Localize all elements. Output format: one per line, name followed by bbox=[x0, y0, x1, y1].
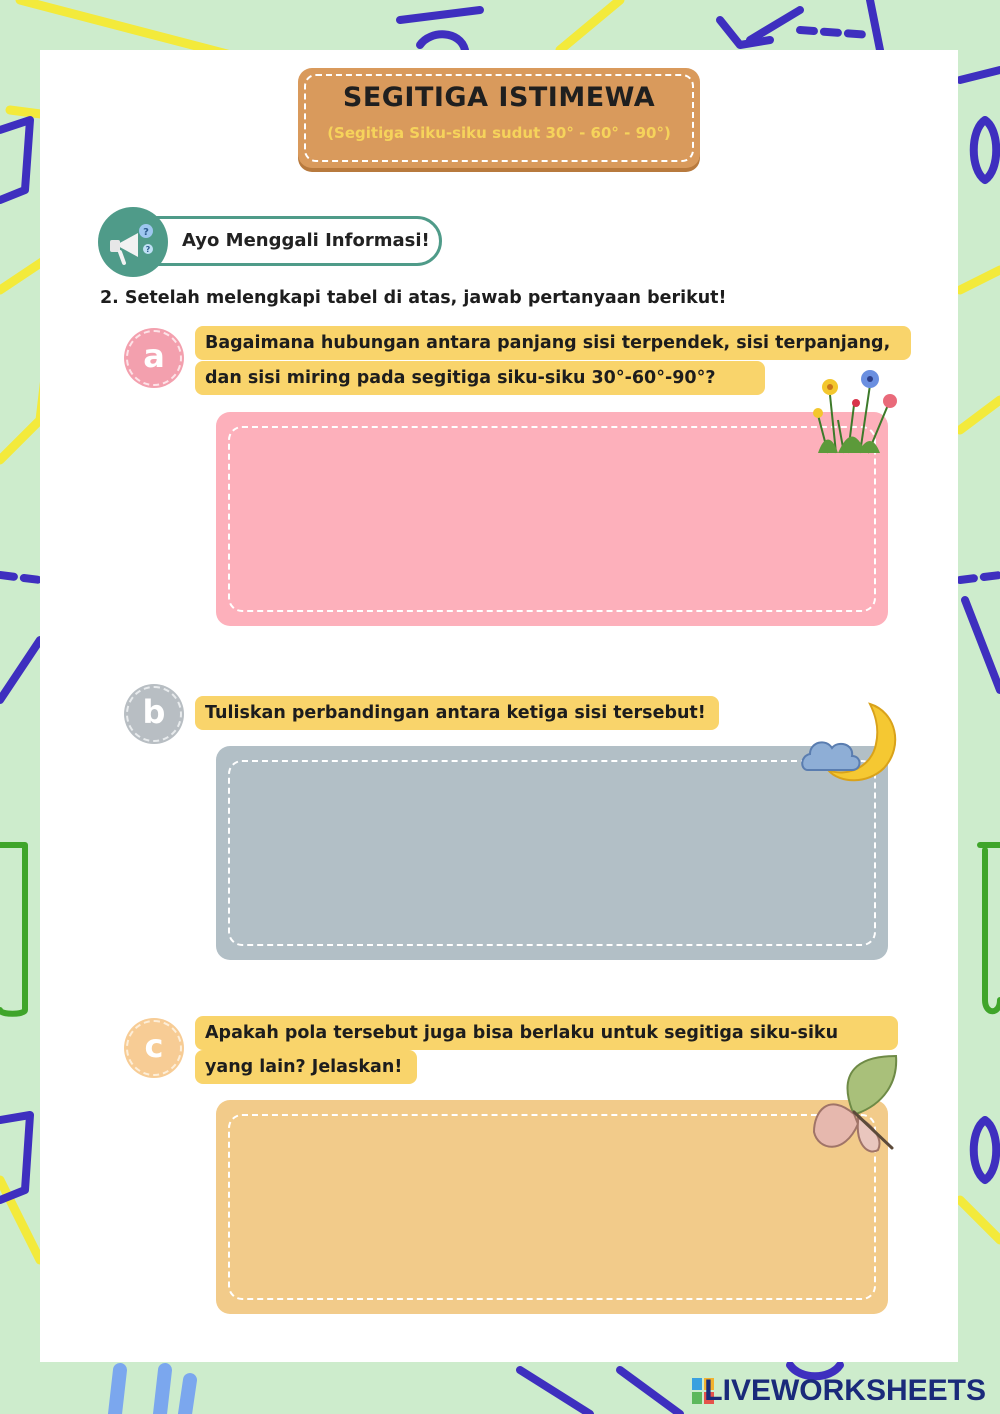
answer-input-c[interactable] bbox=[238, 1124, 866, 1290]
answer-box-b bbox=[216, 746, 888, 960]
answer-input-b[interactable] bbox=[238, 770, 866, 936]
question-c-text-line1: Apakah pola tersebut juga bisa berlaku untuk segitiga siku-siku bbox=[195, 1016, 898, 1050]
footer-brand: LIVEWORKSHEETS bbox=[704, 1374, 986, 1407]
question-a-text-line1: Bagaimana hubungan antara panjang sisi terpendek, sisi terpanjang, bbox=[195, 326, 911, 360]
instruction-text: 2. Setelah melengkapi tabel di atas, jawab pertanyaan berikut! bbox=[100, 288, 727, 308]
butterfly-icon bbox=[808, 1052, 902, 1158]
question-a-bubble bbox=[124, 328, 184, 388]
info-label: Ayo Menggali Informasi! bbox=[182, 230, 430, 251]
question-a-text-line2: dan sisi miring pada segitiga siku-siku 30°-60°-90°? bbox=[195, 361, 765, 395]
page-subtitle: (Segitiga Siku-siku sudut 30° - 60° - 90°) bbox=[327, 124, 671, 142]
worksheet-page bbox=[40, 50, 958, 1362]
answer-box-c bbox=[216, 1100, 888, 1314]
title-plate bbox=[298, 68, 700, 168]
question-c-text-line2: yang lain? Jelaskan! bbox=[195, 1050, 417, 1084]
question-c-bubble bbox=[124, 1018, 184, 1078]
answer-input-a[interactable] bbox=[238, 436, 866, 602]
moon-cloud-icon bbox=[798, 700, 902, 788]
question-a-letter: a bbox=[126, 330, 182, 386]
svg-text:?: ? bbox=[145, 245, 151, 254]
megaphone-icon bbox=[98, 207, 168, 277]
question-c-letter: c bbox=[126, 1020, 182, 1076]
question-b-bubble bbox=[124, 684, 184, 744]
question-b-text: Tuliskan perbandingan antara ketiga sisi tersebut! bbox=[195, 696, 719, 730]
question-b-letter: b bbox=[126, 686, 182, 742]
svg-text:?: ? bbox=[143, 227, 149, 238]
flowers-icon bbox=[808, 365, 904, 457]
answer-box-a bbox=[216, 412, 888, 626]
page-title: SEGITIGA ISTIMEWA bbox=[342, 82, 656, 113]
